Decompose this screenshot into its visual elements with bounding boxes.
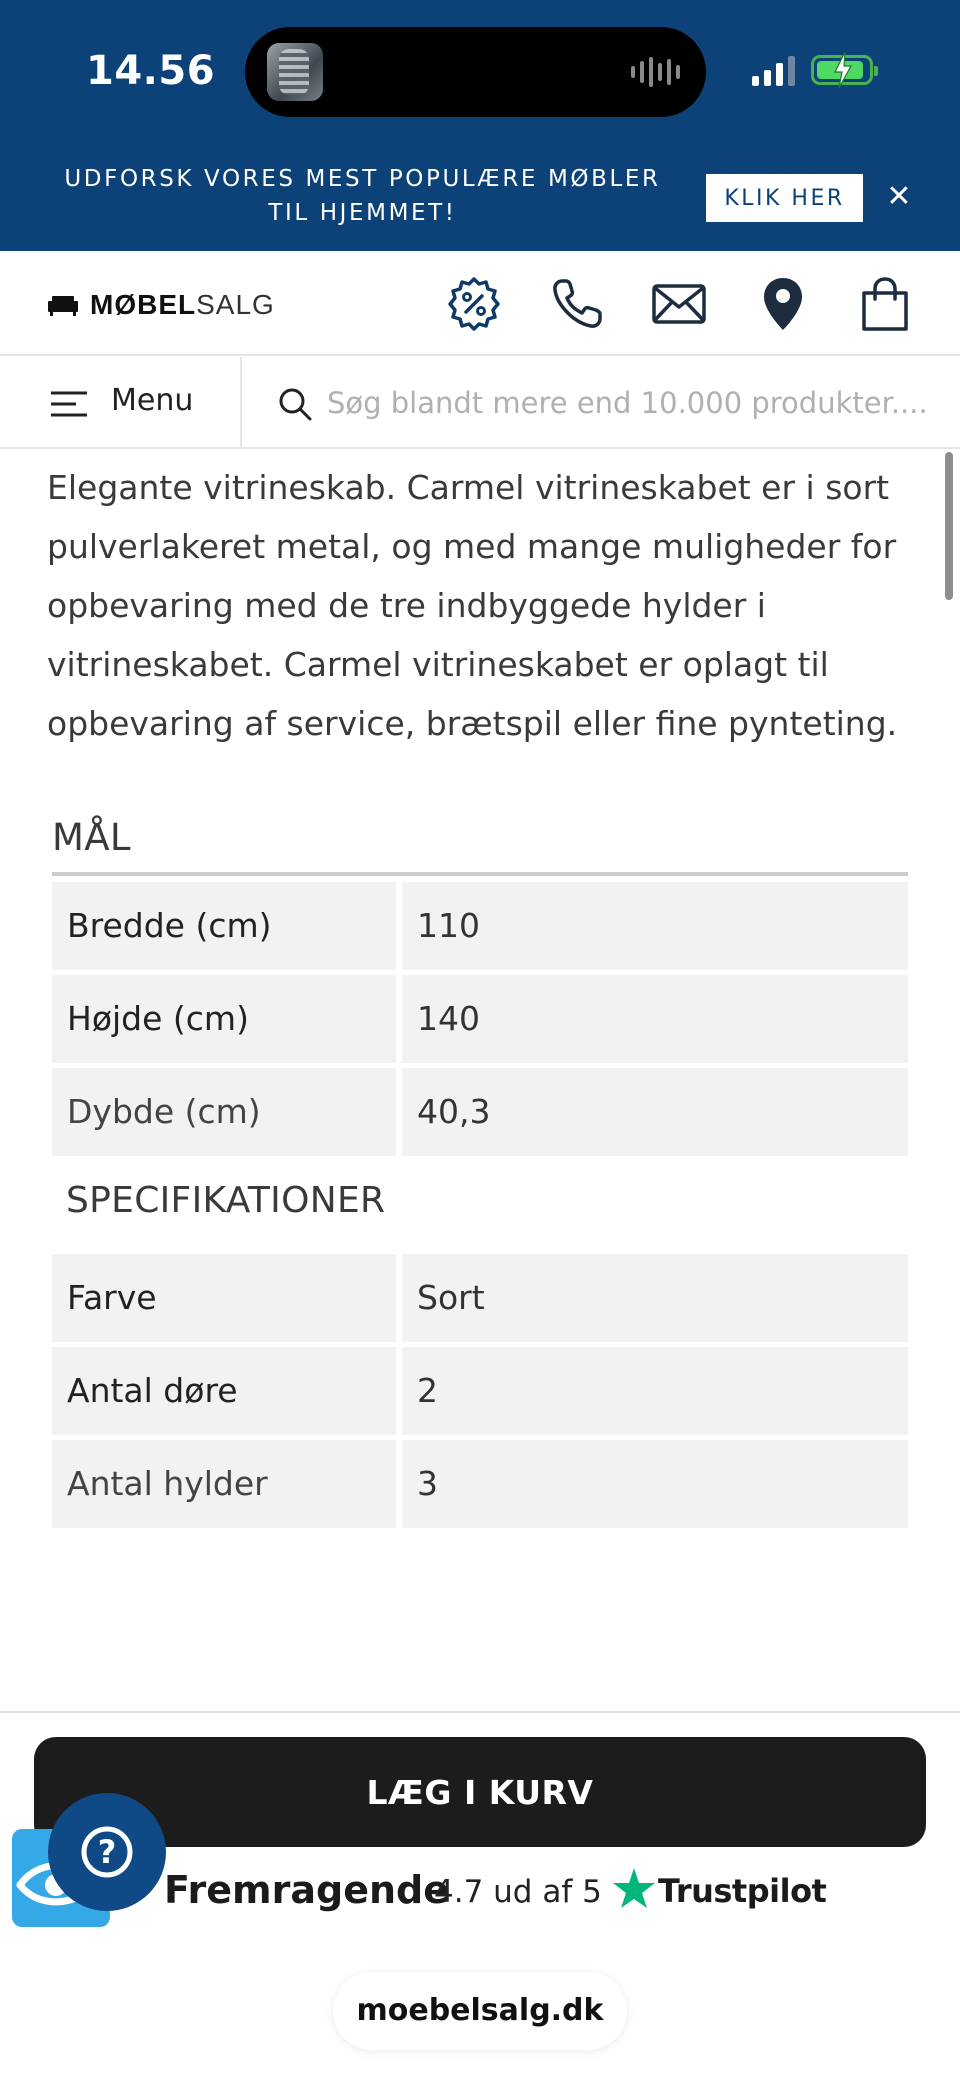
- site-header: [0, 251, 960, 356]
- sofa-logo-icon: [48, 294, 78, 316]
- spec-value: 40,3: [402, 1068, 908, 1156]
- dimensions-divider: [52, 872, 908, 876]
- phone-icon[interactable]: [548, 275, 606, 333]
- spec-value: 3: [402, 1440, 908, 1528]
- help-button[interactable]: [48, 1793, 166, 1911]
- audio-waveform-icon: [631, 57, 680, 87]
- search-input[interactable]: [327, 375, 927, 431]
- question-mark-icon: [48, 1793, 166, 1911]
- product-description: Elegante vitrineskab. Carmel vitrineskabet er i sort pulverlakeret metal, og med mange muligheder for opbevaring med de tre indbyggede hylder i vitrineskabet. Carmel vitrineskabet er oplagt til opbevaring af service, brætspil eller fine pynteting.: [47, 468, 898, 743]
- spec-key: Bredde (cm): [52, 882, 396, 970]
- dimensions-title: MÅL: [52, 816, 131, 859]
- add-to-cart-button[interactable]: LÆG I KURV: [34, 1737, 926, 1847]
- trustpilot-logo[interactable]: Trustpilot: [658, 1872, 827, 1910]
- help-glyph: ?: [97, 1833, 117, 1871]
- spec-key: Antal døre: [52, 1347, 396, 1435]
- spec-value: Sort: [402, 1254, 908, 1342]
- promo-text: UDFORSK VORES MEST POPULÆRE MØBLER TIL HJEMMET!: [64, 166, 661, 226]
- status-time: 14.56: [86, 48, 216, 94]
- specifications-title: SPECIFIKATIONER: [66, 1180, 386, 1221]
- trustpilot-star-icon: [612, 1866, 656, 1910]
- spec-key: Antal hylder: [52, 1440, 396, 1528]
- spec-row: [52, 975, 908, 1063]
- spec-value: 110: [402, 882, 908, 970]
- spec-row: [52, 1347, 908, 1435]
- site-logo[interactable]: [48, 289, 275, 321]
- menu-label: Menu: [111, 383, 194, 418]
- search-icon[interactable]: [278, 387, 312, 421]
- mail-icon[interactable]: [650, 275, 708, 333]
- trustpilot-score: 4.7 ud af 5: [434, 1874, 602, 1910]
- page-scrollbar[interactable]: [945, 452, 953, 600]
- dynamic-island: [245, 27, 706, 117]
- promo-close-icon[interactable]: ✕: [886, 179, 912, 214]
- spec-value: 2: [402, 1347, 908, 1435]
- menu-button[interactable]: [0, 357, 242, 447]
- spec-row: [52, 1254, 908, 1342]
- logo-wordmark: MØBELSALG: [90, 289, 275, 320]
- spec-value: 140: [402, 975, 908, 1063]
- spec-key: Højde (cm): [52, 975, 396, 1063]
- location-pin-icon[interactable]: [754, 275, 812, 333]
- top-banner-area: [0, 0, 960, 251]
- discount-badge-icon[interactable]: [445, 275, 503, 333]
- now-playing-thumbnail: [267, 43, 323, 101]
- trustpilot-rating-label: Fremragende: [164, 1868, 450, 1912]
- spec-key: Farve: [52, 1254, 396, 1342]
- nav-bar: [0, 357, 960, 449]
- charging-bolt-icon: [833, 52, 853, 88]
- bottom-bar-divider: [0, 1711, 960, 1713]
- spec-row: [52, 1068, 908, 1156]
- spec-key: Dybde (cm): [52, 1068, 396, 1156]
- cellular-signal-icon: [752, 54, 795, 86]
- shopping-bag-icon[interactable]: [856, 275, 914, 333]
- promo-klik-her-button[interactable]: KLIK HER: [706, 174, 863, 222]
- spec-row: [52, 1440, 908, 1528]
- spec-row: [52, 882, 908, 970]
- browser-url-bar[interactable]: moebelsalg.dk: [333, 1972, 627, 2050]
- hamburger-menu-icon: [50, 391, 88, 417]
